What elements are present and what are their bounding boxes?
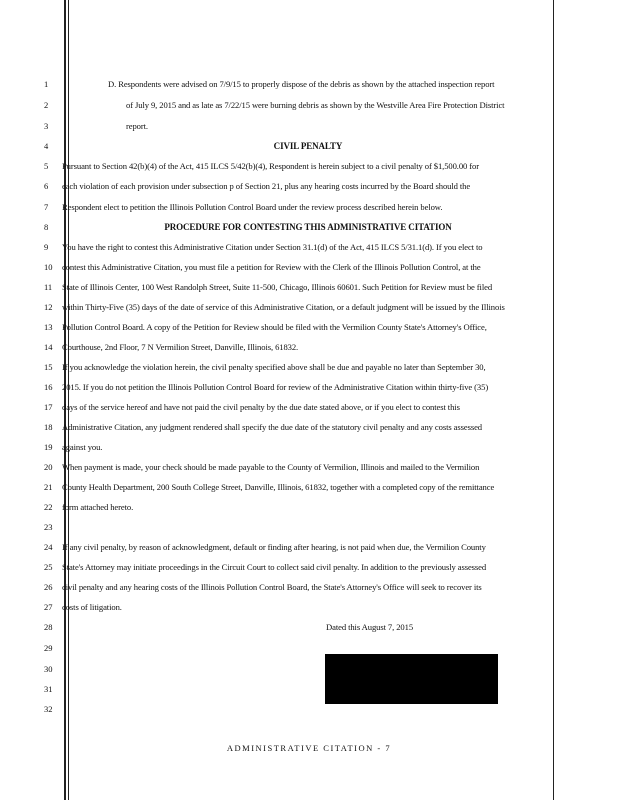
default-line: State's Attorney may initiate proceedings in the Circuit Court to collect said civil penalty. In addition to the previously assessed [62,562,487,572]
line-number: 25 [44,562,53,572]
default-line: civil penalty and any hearing costs of the Illinois Pollution Control Board, the State's Attorney's Office will seek to recover its [62,582,482,592]
paragraph-d-line: report. [126,121,148,131]
payment-line: County Health Department, 200 South College Street, Danville, Illinois, 61832, together with a completed copy of the remittance [62,482,495,492]
line-number: 29 [44,643,53,653]
line-number: 26 [44,582,53,592]
line-number: 28 [44,622,53,632]
line-number: 5 [44,161,49,171]
default-line: If any civil penalty, by reason of acknowledgment, default or finding after hearing, is not paid when due, the Vermilion County [62,542,486,552]
line-number: 16 [44,382,53,392]
line-number: 10 [44,262,53,272]
acknowledge-line: 2015. If you do not petition the Illinois Pollution Control Board for review of the Administrative Citation within thirty-five (35) [62,382,489,392]
line-number: 27 [44,602,53,612]
line-number: 12 [44,302,53,312]
acknowledge-line: Administrative Citation, any judgment rendered shall specify the due date of the statutory civil penalty and any costs assessed [62,422,482,432]
dated-line: Dated this August 7, 2015 [326,622,414,632]
line-number: 7 [44,202,49,212]
procedure-line: State of Illinois Center, 100 West Randolph Street, Suite 11-500, Chicago, Illinois 60601. Such Petition for Review must be filed [62,282,493,292]
line-number: 11 [44,282,53,292]
line-number: 17 [44,402,53,412]
acknowledge-line: against you. [62,442,103,452]
procedure-line: Pollution Control Board. A copy of the Petition for Review should be filed with the Vermilion County State's Attorney's Office, [62,322,487,332]
civil-penalty-line: Respondent elect to petition the Illinois Pollution Control Board under the review process described herein below. [62,202,443,212]
acknowledge-line: days of the service hereof and have not paid the civil penalty by the due date stated above, or if you elect to contest this [62,402,460,412]
page-footer: ADMINISTRATIVE CITATION - 7 [226,743,392,753]
acknowledge-line: If you acknowledge the violation herein, the civil penalty specified above shall be due and payable no later than September 30, [62,362,486,372]
line-number: 19 [44,442,53,452]
line-number: 21 [44,482,53,492]
paragraph-d-line: D. Respondents were advised on 7/9/15 to properly dispose of the debris as shown by the attached inspection report [108,79,495,89]
line-number: 1 [44,79,49,89]
margin-rule-left-inner [68,0,69,800]
line-number: 31 [44,684,53,694]
payment-line: form attached hereto. [62,502,134,512]
margin-rule-left-outer [64,0,66,800]
line-number: 15 [44,362,53,372]
line-number: 30 [44,664,53,674]
procedure-line: Courthouse, 2nd Floor, 7 N Vermilion Street, Danville, Illinois, 61832. [62,342,299,352]
line-number: 9 [44,242,49,252]
line-number: 8 [44,222,49,232]
civil-penalty-line: each violation of each provision under subsection p of Section 21, plus any hearing costs incurred by the Board should the [62,181,471,191]
line-number: 3 [44,121,49,131]
line-number: 22 [44,502,53,512]
payment-line: When payment is made, your check should be made payable to the County of Vermilion, Illinois and mailed to the Vermilion [62,462,480,472]
paragraph-d-line: of July 9, 2015 and as late as 7/22/15 were burning debris as shown by the Westville Area Fire Protection District [126,100,505,110]
line-number: 24 [44,542,53,552]
procedure-line: contest this Administrative Citation, you must file a petition for Review with the Clerk of the Illinois Pollution Control, at the [62,262,481,272]
default-line: costs of litigation. [62,602,122,612]
margin-rule-right [553,0,554,800]
section-heading-civil-penalty: CIVIL PENALTY [273,141,343,151]
line-number: 13 [44,322,53,332]
line-number: 18 [44,422,53,432]
line-number: 20 [44,462,53,472]
line-number: 4 [44,141,49,151]
civil-penalty-line: Pursuant to Section 42(b)(4) of the Act, 415 ILCS 5/42(b)(4), Respondent is herein subject to a civil penalty of $1,500.00 for [62,161,480,171]
line-number: 6 [44,181,49,191]
procedure-line: You have the right to contest this Administrative Citation under Section 31.1(d) of the Act, 415 ILCS 5/31.1(d). If you elect to [62,242,483,252]
procedure-line: within Thirty-Five (35) days of the date of service of this Administrative Citation, or a default judgment will be issued by the Illinois [62,302,505,312]
redacted-signature-block [325,654,498,704]
line-number: 32 [44,704,53,714]
line-number: 23 [44,522,53,532]
line-number: 14 [44,342,53,352]
section-heading-procedure: PROCEDURE FOR CONTESTING THIS ADMINISTRATIVE CITATION [164,222,452,232]
line-number: 2 [44,100,49,110]
